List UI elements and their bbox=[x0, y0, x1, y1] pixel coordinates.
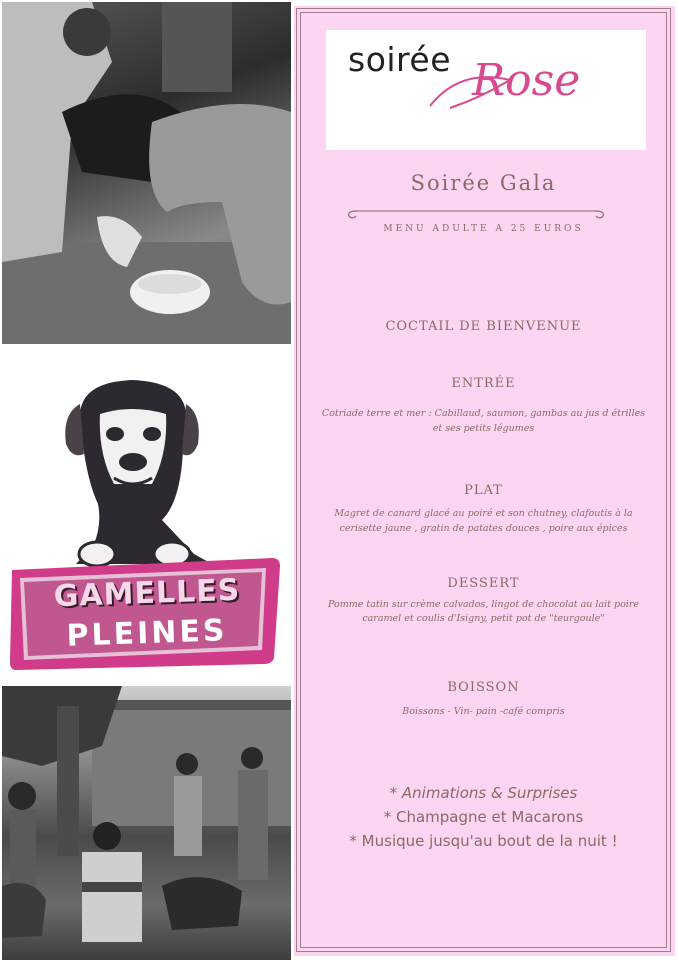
plat-line2: cerisette jaune , gratin de patates douces , poire aux épices bbox=[339, 523, 628, 534]
left-column bbox=[0, 0, 293, 960]
dessert-heading: DESSERT bbox=[447, 576, 520, 591]
brand-rose: Rose bbox=[472, 55, 581, 106]
entree-line2: et ses petits légumes bbox=[432, 423, 535, 434]
event-title: Soirée Gala bbox=[410, 171, 557, 195]
brand-soiree: soirée bbox=[348, 40, 451, 79]
logo-text-line1: GAMELLES bbox=[53, 572, 241, 615]
dessert-line1: Pomme tatin sur crème calvados, lingot de chocolat au lait poire bbox=[328, 599, 639, 610]
boisson-heading: BOISSON bbox=[447, 680, 520, 695]
extra-champagne: * Champagne et Macarons bbox=[383, 808, 584, 826]
entree-heading: ENTRÉE bbox=[451, 376, 516, 391]
plat-heading: PLAT bbox=[464, 483, 503, 498]
gamelles-pleines-logo bbox=[2, 344, 291, 686]
photo-volunteers-feeding-dogs bbox=[2, 2, 291, 344]
dessert-line2: caramel et coulis d'Isigny, petit pot de "teurgoule" bbox=[362, 613, 605, 624]
plat-line1: Magret de canard glacé au poiré et son chutney, clafoutis à la bbox=[334, 508, 633, 519]
photo-group-volunteers bbox=[2, 686, 291, 960]
logo-text-line2: PLEINES bbox=[65, 613, 229, 654]
extra-musique: * Musique jusqu'au bout de la nuit ! bbox=[349, 832, 618, 850]
extra-animations: * Animations & Surprises bbox=[389, 784, 578, 802]
entree-line1: Cotriade terre et mer : Cabillaud, saumon, gambas au jus d étrilles bbox=[321, 408, 646, 419]
ornament-divider-icon bbox=[345, 206, 607, 222]
welcome-heading: COCTAIL DE BIENVENUE bbox=[385, 319, 582, 334]
boisson-line1: Boissons - Vin- pain -café compris bbox=[402, 706, 565, 717]
price-line: MENU ADULTE A 25 EUROS bbox=[383, 224, 584, 234]
